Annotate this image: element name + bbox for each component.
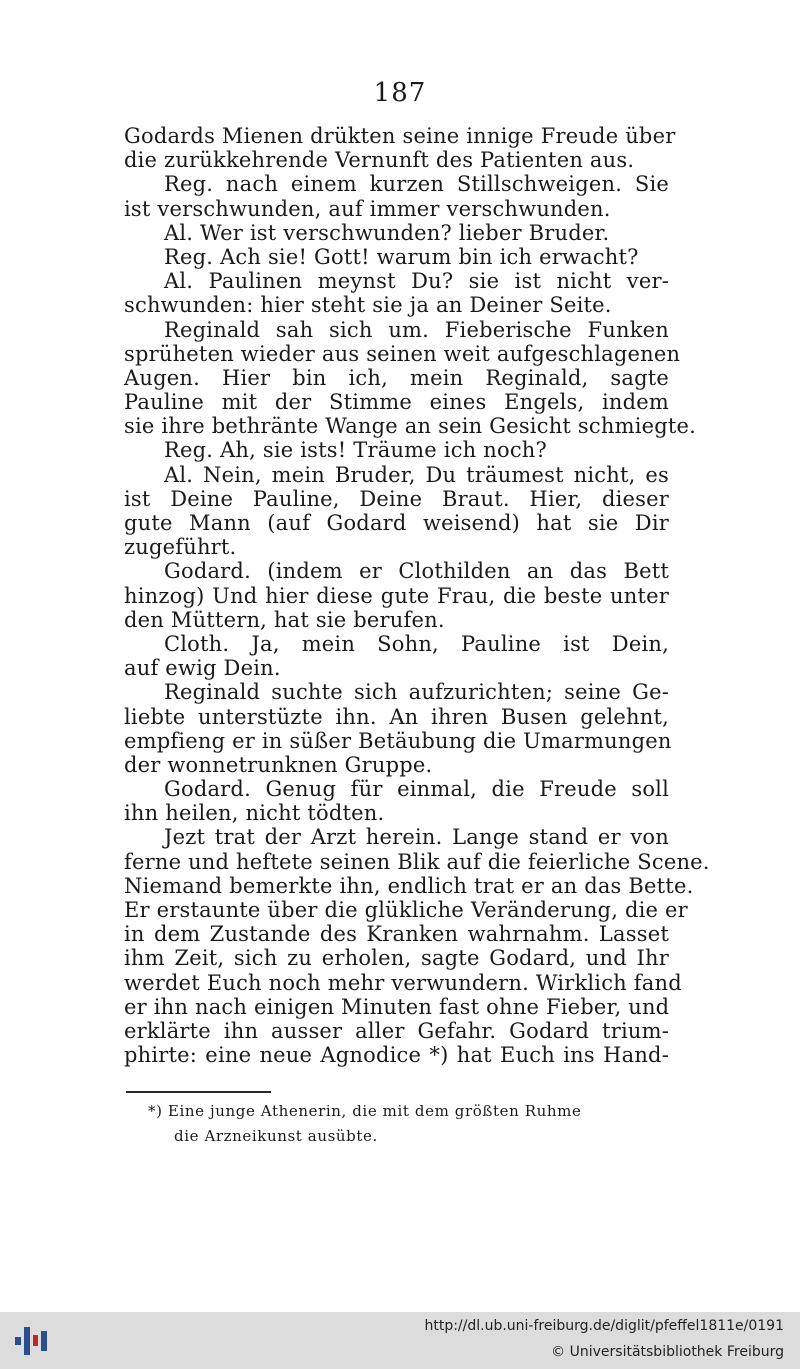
text-line: der wonnetrunknen Gruppe.: [124, 752, 433, 777]
text-line: phirte: eine neue Agnodice *) hat Euch ins Hand-: [124, 1043, 669, 1068]
text-line: liebte unterstüzte ihn. An ihren Busen gelehnt,: [124, 704, 669, 729]
text-line: ist verschwunden, auf immer verschwunden.: [124, 196, 611, 221]
text-line: empfieng er in süßer Betäubung die Umarmungen: [124, 728, 672, 753]
text-line: ihn heilen, nicht tödten.: [124, 801, 385, 826]
ub-freiburg-logo-icon[interactable]: [14, 1321, 48, 1361]
footnote: [126, 1099, 671, 1149]
text-line: ihm Zeit, sich zu erholen, sagte Godard, und Ihr: [124, 946, 669, 971]
text-line: Er erstaunte über die glükliche Veränderung, die er: [124, 898, 688, 922]
body-text: [124, 124, 710, 1068]
text-line: Al. Paulinen meynst Du? sie ist nicht ver-: [164, 269, 669, 294]
text-line: Godard. Genug für einmal, die Freude soll: [164, 777, 669, 802]
text-line: Al. Wer ist verschwunden? lieber Bruder.: [164, 220, 610, 245]
text-line: ist Deine Pauline, Deine Braut. Hier, dieser: [124, 486, 669, 511]
text-line: sprüheten wieder aus seinen weit aufgeschlagenen: [124, 341, 681, 366]
text-line: gute Mann (auf Godard weisend) hat sie Dir: [124, 511, 669, 535]
text-line: Niemand bemerkte ihn, endlich trat er an das Bette.: [124, 873, 694, 898]
text-line: Godards Mienen drükten seine innige Freude über: [124, 124, 676, 148]
text-line: Reginald suchte sich aufzurichten; seine Ge-: [164, 680, 669, 705]
text-line: Reginald sah sich um. Fieberische Funken: [164, 317, 669, 342]
text-line: ferne und heftete seinen Blik auf die feierliche Scene.: [124, 849, 710, 874]
text-line: Reg. Ah, sie ists! Träume ich noch?: [164, 438, 547, 463]
page-number: 187: [373, 78, 427, 108]
text-line: er ihn nach einigen Minuten fast ohne Fieber, und: [124, 994, 670, 1019]
text-line: Al. Nein, mein Bruder, Du träumest nicht, es: [164, 462, 669, 487]
text-line: schwunden: hier steht sie ja an Deiner Seite.: [124, 293, 612, 318]
viewer-footer: [0, 1312, 800, 1369]
footnote-line: die Arzneikunst ausübte.: [174, 1127, 378, 1145]
text-line: Cloth. Ja, mein Sohn, Pauline ist Dein,: [164, 631, 669, 656]
text-line: Reg. Ach sie! Gott! warum bin ich erwacht?: [164, 244, 639, 269]
text-line: zugeführt.: [124, 535, 237, 560]
permalink-url[interactable]: http://dl.ub.uni-freiburg.de/diglit/pfeffel1811e/0191: [424, 1318, 784, 1334]
text-line: Reg. nach einem kurzen Stillschweigen. Sie: [164, 172, 669, 197]
text-line: hinzog) Und hier diese gute Frau, die beste unter: [124, 583, 669, 608]
text-line: Augen. Hier bin ich, mein Reginald, sagte: [124, 365, 669, 390]
text-line: Pauline mit der Stimme eines Engels, indem: [124, 390, 669, 415]
text-line: den Müttern, hat sie berufen.: [124, 607, 445, 632]
text-line: die zurükkehrende Vernunft des Patienten aus.: [124, 148, 635, 173]
text-line: Jezt trat der Arzt herein. Lange stand er von: [164, 825, 669, 850]
text-line: auf ewig Dein.: [124, 656, 281, 681]
text-line: werdet Euch noch mehr verwundern. Wirklich fand: [124, 970, 682, 995]
text-line: erklärte ihn ausser aller Gefahr. Godard trium-: [124, 1018, 669, 1043]
footnote-rule: [126, 1091, 271, 1093]
text-line: Godard. (indem er Clothilden an das Bett: [164, 559, 669, 584]
footnote-line: *) Eine junge Athenerin, die mit dem größten Ruhme: [148, 1102, 582, 1120]
text-line: sie ihre bethränte Wange an sein Gesicht schmiegte.: [124, 414, 697, 439]
text-line: in dem Zustande des Kranken wahrnahm. Lasset: [124, 922, 669, 947]
copyright-text: © Universitätsbibliothek Freiburg: [551, 1344, 784, 1360]
